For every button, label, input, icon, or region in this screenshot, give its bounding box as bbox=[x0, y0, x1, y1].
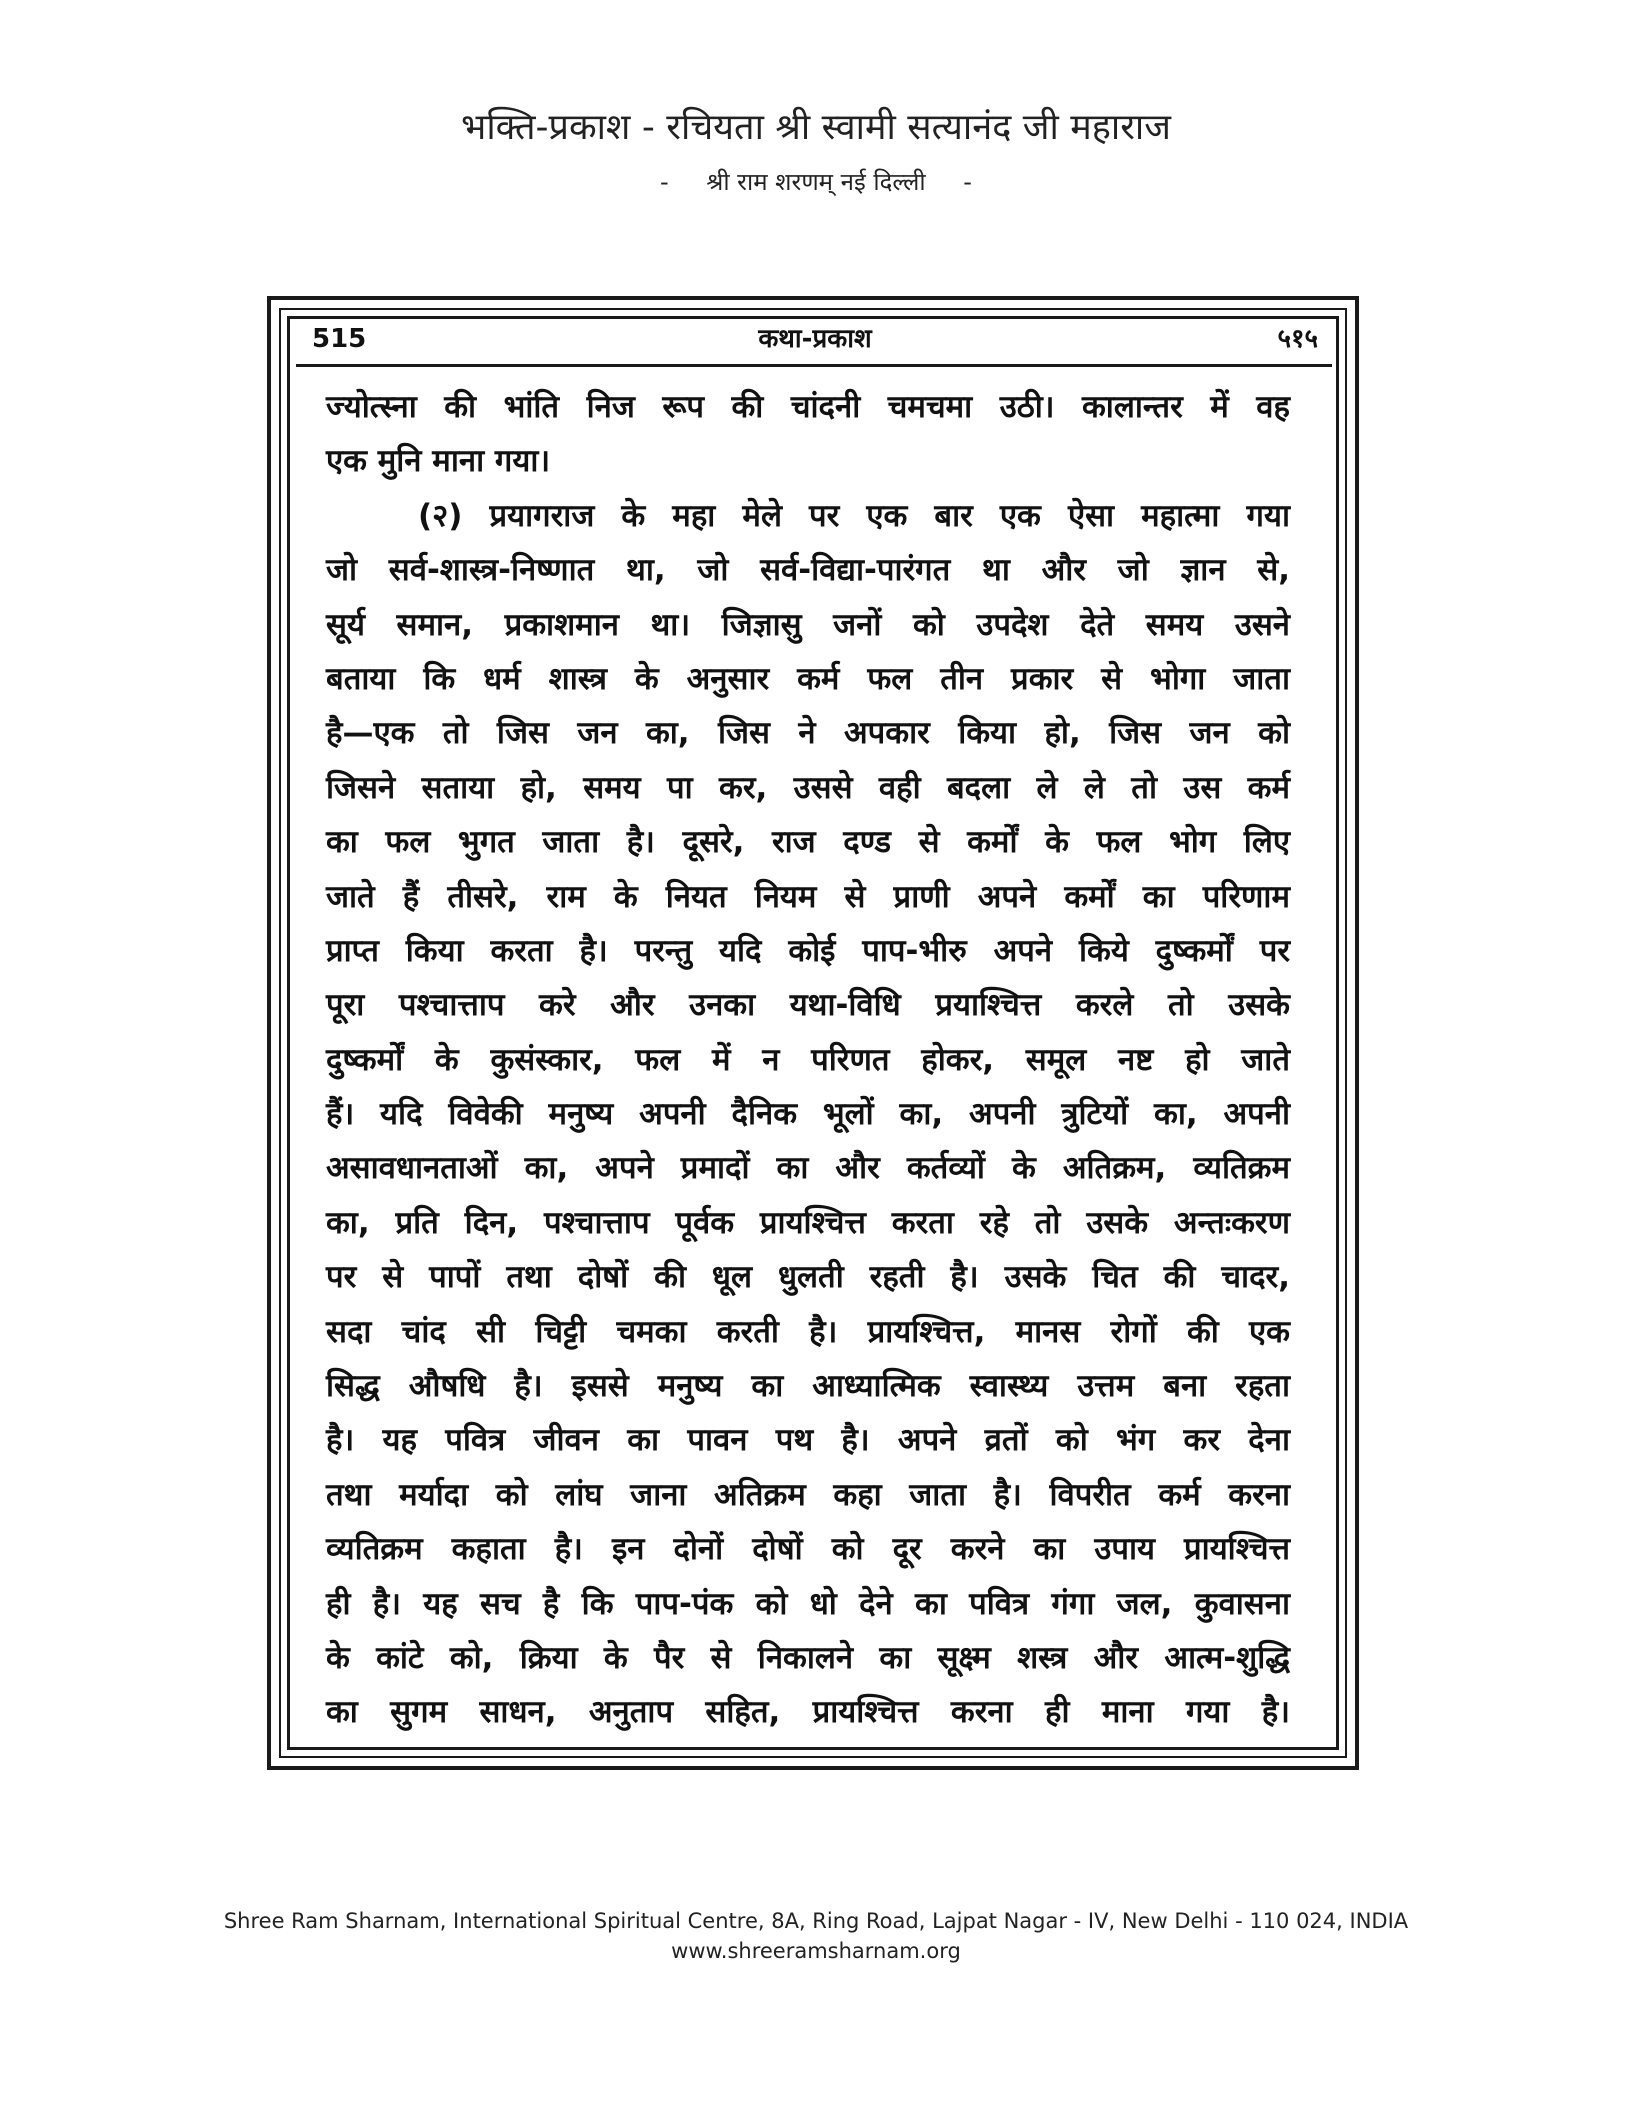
subtitle-dash-right: - bbox=[963, 168, 972, 196]
text-line: बताया कि धर्म शास्त्र के अनुसार कर्म फल तीन प्रकार से भोगा जाता bbox=[326, 660, 1290, 697]
page-number-arabic: 515 bbox=[312, 324, 367, 354]
text-line: है—एक तो जिस जन का, जिस ने अपकार किया हो, जिस जन को bbox=[326, 715, 1290, 752]
book-subtitle bbox=[0, 166, 1632, 198]
text-line: पूरा पश्चात्ताप करे और उनका यथा-विधि प्रयाश्चित्त करले तो उसके bbox=[326, 987, 1290, 1024]
text-line: तथा मर्यादा को लांघ जाना अतिक्रम कहा जाता है। विपरीत कर्म करना bbox=[326, 1476, 1290, 1513]
text-line: सूर्य समान, प्रकाशमान था। जिज्ञासु जनों को उपदेश देते समय उसने bbox=[326, 606, 1290, 643]
text-line: का फल भुगत जाता है। दूसरे, राज दण्ड से कर्मों के फल भोग लिए bbox=[326, 824, 1290, 861]
text-line: ही है। यह सच है कि पाप-पंक को धो देने का पवित्र गंगा जल, कुवासना bbox=[326, 1585, 1290, 1622]
text-line: सिद्ध औषधि है। इससे मनुष्य का आध्यात्मिक स्वास्थ्य उत्तम बना रहता bbox=[326, 1368, 1290, 1405]
text-line: ज्योत्स्ना की भांति निज रूप की चांदनी चमचमा उठी। कालान्तर में वह bbox=[326, 389, 1290, 425]
subtitle-text: श्री राम शरणम् नई दिल्ली bbox=[706, 168, 926, 196]
text-line: एक मुनि माना गया। bbox=[326, 443, 551, 480]
page-running-header bbox=[312, 318, 1318, 360]
page-number-devanagari: ५१५ bbox=[1277, 324, 1318, 354]
text-line: है। यह पवित्र जीवन का पावन पथ है। अपने व्रतों को भंग कर देना bbox=[326, 1422, 1290, 1459]
text-line: हैं। यदि विवेकी मनुष्य अपनी दैनिक भूलों का, अपनी त्रुटियों का, अपनी bbox=[326, 1096, 1290, 1133]
book-title: भक्ति-प्रकाश - रचियता श्री स्वामी सत्यानंद जी महाराज bbox=[461, 107, 1171, 148]
text-line: जाते हैं तीसरे, राम के नियत नियम से प्राणी अपने कर्मों का परिणाम bbox=[326, 878, 1290, 915]
body-text bbox=[326, 380, 1290, 1740]
footer-address: Shree Ram Sharnam, International Spiritual Centre, 8A, Ring Road, Lajpat Nagar - IV, New Delhi - 110 024, INDIA bbox=[223, 1909, 1409, 1933]
text-line: व्यतिक्रम कहाता है। इन दोनों दोषों को दूर करने का उपाय प्रायश्चित्त bbox=[326, 1531, 1290, 1568]
text-line: सदा चांद सी चिट्टी चमका करती है। प्रायश्चित्त, मानस रोगों की एक bbox=[326, 1313, 1290, 1350]
section-title: कथा-प्रकाश bbox=[758, 324, 872, 354]
text-line: का सुगम साधन, अनुताप सहित, प्रायश्चित्त करना ही माना गया है। bbox=[326, 1694, 1290, 1731]
document-header bbox=[0, 104, 1632, 198]
text-line: दुष्कर्मों के कुसंस्कार, फल में न परिणत होकर, समूल नष्ट हो जाते bbox=[326, 1041, 1290, 1078]
text-line: (२) प्रयागराज के महा मेले पर एक बार एक ऐसा महात्मा गया bbox=[418, 497, 1290, 534]
text-line: जिसने सताया हो, समय पा कर, उससे वही बदला ले ले तो उस कर्म bbox=[326, 769, 1290, 806]
footer-website: www.shreeramsharnam.org bbox=[671, 1939, 961, 1963]
text-line: के कांटे को, क्रिया के पैर से निकालने का सूक्ष्म शस्त्र और आत्म-शुद्धि bbox=[326, 1639, 1290, 1676]
text-line: का, प्रति दिन, पश्चात्ताप पूर्वक प्रायश्चित्त करता रहे तो उसके अन्तःकरण bbox=[326, 1204, 1290, 1241]
document-footer bbox=[0, 1906, 1632, 1966]
text-line: असावधानताओं का, अपने प्रमादों का और कर्तव्यों के अतिक्रम, व्यतिक्रम bbox=[326, 1150, 1290, 1187]
text-line: पर से पापों तथा दोषों की धूल धुलती रहती है। उसके चित की चादर, bbox=[326, 1259, 1290, 1296]
header-divider bbox=[296, 364, 1332, 367]
text-line: जो सर्व-शास्त्र-निष्णात था, जो सर्व-विद्या-पारंगत था और जो ज्ञान से, bbox=[326, 552, 1290, 589]
text-line: प्राप्त किया करता है। परन्तु यदि कोई पाप-भीरु अपने किये दुष्कर्मों पर bbox=[326, 932, 1290, 969]
subtitle-dash-left: - bbox=[660, 168, 669, 196]
